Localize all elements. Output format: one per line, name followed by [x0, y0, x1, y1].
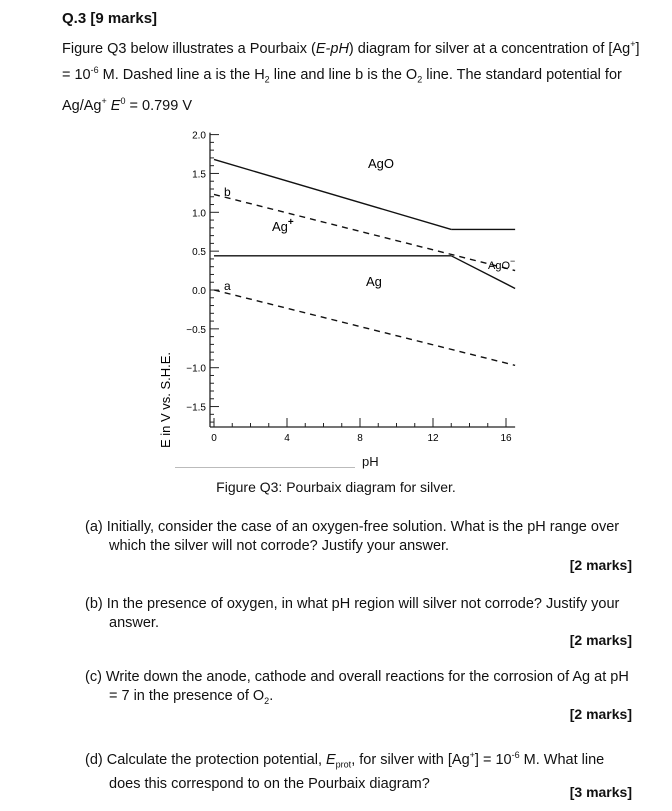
- region-label-ago-minus: AgO−: [488, 256, 516, 272]
- y-tick-label: 0.0: [192, 286, 206, 297]
- part-d-text: (d) Calculate the protection potential, $E_{prot}$, for silver with $[Ag^+] = 10^{-6}$ M. What line does this correspond to on the Pourbaix diagram?: [85, 750, 605, 792]
- y-tick-label: −1.5: [186, 402, 206, 414]
- x-axis-label: pH: [362, 454, 379, 469]
- region-label-ag-plus: Ag+: [272, 217, 294, 234]
- question-title: Q.3 [9 marks]: [62, 10, 158, 27]
- figure-caption: Figure Q3: Pourbaix diagram for silver.: [216, 479, 456, 495]
- part-a-text: (a) Initially, consider the case of an oxygen-free solution. What is the pH range over which the silver will not corrode? Justify your answer.: [85, 519, 620, 554]
- y-tick-label: −0.5: [186, 324, 206, 336]
- x-tick-label: 16: [500, 433, 512, 444]
- question-intro: Figure Q3 below illustrates a Pourbaix (E-pH) diagram for silver at a concentration of $[Ag^+] = 10^{-6}$ M. Dashed line a is the $H_2$ line and line b is the $O_2$ line. The standard potential for Ag/Ag+ $E^0 = 0.799$ V: [62, 39, 640, 114]
- y-axis-label: E in V vs. S.H.E.: [158, 351, 173, 449]
- part-b-text: (b) In the presence of oxygen, in what pH region will silver not corrode? Justify your answer.: [85, 596, 620, 631]
- line-label-a: a: [224, 279, 231, 293]
- part-c-text: (c) Write down the anode, cathode and overall reactions for the corrosion of Ag at pH = 7 in the presence of $O_2$.: [85, 669, 629, 706]
- y-tick-label: −1.0: [186, 363, 206, 375]
- x-tick-label: 12: [427, 433, 439, 444]
- part-a-marks: [2 marks]: [569, 557, 632, 573]
- y-tick-label: 2.0: [192, 130, 206, 142]
- pH-label-rule: [175, 467, 355, 468]
- phase-boundary-line: [214, 159, 451, 229]
- pourbaix-diagram: [140, 120, 540, 480]
- axis-ticks: [210, 133, 515, 427]
- phase-boundary-lines: [214, 159, 515, 365]
- dashed-equilibrium-line: [214, 194, 515, 270]
- x-tick-label: 0: [211, 433, 217, 444]
- line-label-b: b: [224, 185, 231, 199]
- y-tick-label: 1.0: [192, 208, 206, 220]
- dashed-equilibrium-line: [214, 290, 515, 365]
- part-d-marks: [3 marks]: [569, 784, 632, 800]
- part-c-marks: [2 marks]: [569, 706, 632, 722]
- y-tick-labels: [186, 131, 206, 414]
- region-label-ag: Ag: [366, 274, 382, 289]
- y-tick-label: 1.5: [192, 169, 206, 181]
- y-tick-label: 0.5: [192, 247, 206, 259]
- x-tick-label: 4: [284, 433, 290, 444]
- part-b-marks: [2 marks]: [569, 632, 632, 648]
- x-tick-labels: [211, 433, 512, 444]
- region-label-ago: AgO: [368, 156, 395, 171]
- x-tick-label: 8: [357, 433, 363, 444]
